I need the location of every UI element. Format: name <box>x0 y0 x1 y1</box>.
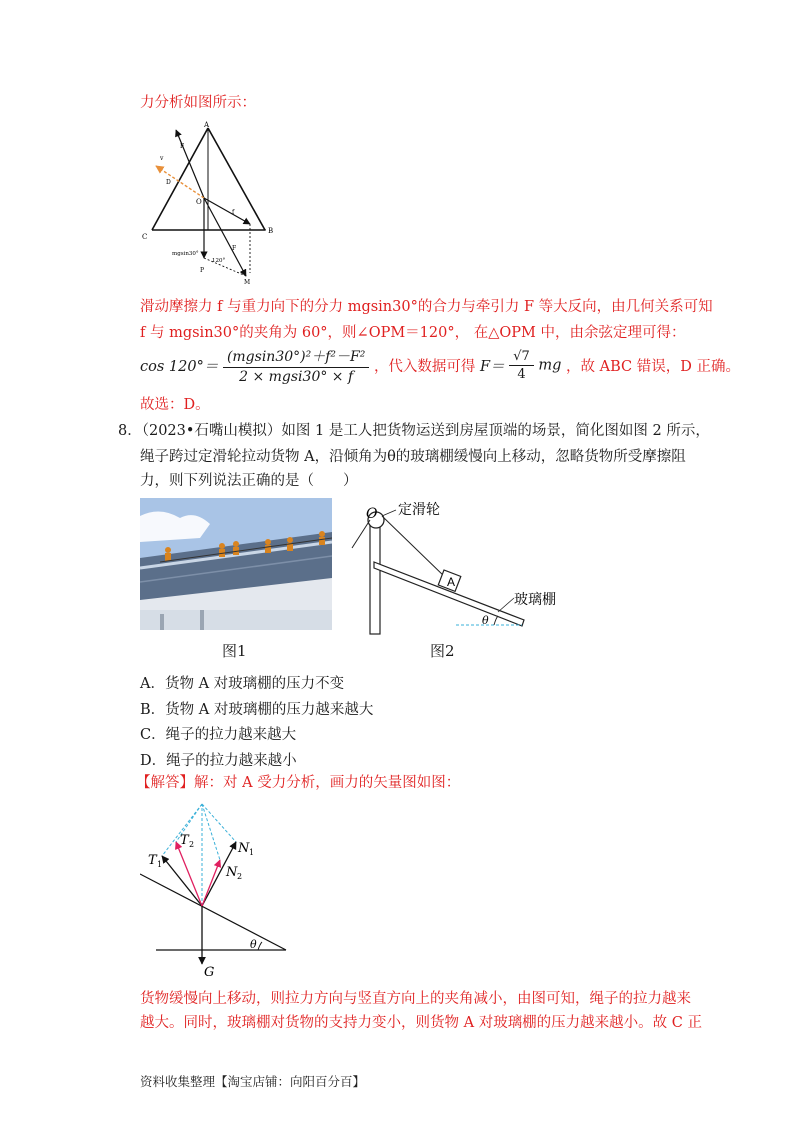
tension-t2-arrow <box>176 842 202 906</box>
question-line-2: 绳子跨过定滑轮拉动货物 A，沿倾角为θ的玻璃棚缓慢向上移动，忽略货物所受摩擦阻 <box>140 449 686 465</box>
label-v: v <box>160 155 164 162</box>
label-f-prime: F <box>232 245 237 252</box>
solution-tag: 【解答】 <box>136 775 194 791</box>
label-pulley: 定滑轮 <box>398 502 440 518</box>
option-a: A．货物 A 对玻璃棚的压力不变 <box>140 676 345 692</box>
formula-end: ，故 ABC 错误，D 正确。 <box>566 359 740 375</box>
label-n2-sub: 2 <box>237 872 243 881</box>
label-mgsin30: mgsin30° <box>172 251 199 257</box>
analysis-line-2: f 与 mgsin30°的夹角为 60°，则∠OPM＝120°， 在△OPM 中，由余弦定理可得： <box>140 325 686 341</box>
traction-force-f-arrow <box>176 130 204 198</box>
pulley-diagram <box>346 494 576 639</box>
answer-line: 故选：D。 <box>140 397 210 413</box>
label-n1: N <box>238 841 250 856</box>
label-angle-120: 120° <box>212 258 226 264</box>
formula-f: F＝ <box>480 359 505 375</box>
label-t1: T <box>148 853 157 868</box>
question-line-1: 8．（2023•石嘴山模拟）如图 1 是工人把货物运送到房屋顶端的场景，简化图如图 2 所示， <box>118 423 710 439</box>
label-theta-2: θ <box>250 938 257 951</box>
label-d: D <box>166 179 171 186</box>
formula-mg: mg <box>538 357 562 374</box>
label-theta: θ <box>482 614 489 627</box>
solution-para-1: 货物缓慢向上移动，则拉力方向与竖直方向上的夹角减小，由图可知，绳子的拉力越来 <box>140 991 691 1007</box>
label-t1-sub: 1 <box>157 860 163 869</box>
solution-para-2: 越大。同时，玻璃棚对货物的支持力变小，则货物 A 对玻璃棚的压力越来越小。故 C 正 <box>140 1015 702 1031</box>
label-g: G <box>204 965 215 980</box>
caption-figure-2: 图2 <box>430 642 455 660</box>
label-p: P <box>200 267 205 274</box>
label-o: O <box>196 198 202 206</box>
label-t2-sub: 2 <box>189 840 195 849</box>
formula-mid: ，代入数据可得 <box>373 359 476 375</box>
force-vector-diagram <box>140 794 300 984</box>
label-n1-sub: 1 <box>249 848 255 857</box>
caption-figure-1: 图1 <box>222 642 247 660</box>
solution-text: 解：对 A 受力分析，画力的矢量图如图： <box>194 775 461 791</box>
option-c: C．绳子的拉力越来越大 <box>140 727 297 743</box>
label-c: C <box>142 233 148 241</box>
question-line-3: 力，则下列说法正确的是（ ） <box>140 473 358 489</box>
label-glass-shed: 玻璃棚 <box>514 592 556 608</box>
solution-intro <box>136 772 460 794</box>
label-friction: f <box>232 209 235 216</box>
section-heading: 力分析如图所示： <box>140 95 256 111</box>
tension-t1-arrow <box>162 856 202 906</box>
label-a: A <box>204 121 210 129</box>
cosine-law-formula <box>140 346 740 390</box>
label-o: O <box>366 506 378 522</box>
label-block-a: A <box>447 575 456 589</box>
result-denominator: 4 <box>517 367 526 382</box>
analysis-line-1: 滑动摩擦力 f 与重力向下的分力 mgsin30°的合力与牵引力 F 等大反向，由几何关系可知 <box>140 299 713 315</box>
label-n2: N <box>226 865 238 880</box>
result-numerator: √7 <box>509 349 534 366</box>
label-b: B <box>268 227 274 235</box>
normal-n2-arrow <box>202 860 220 906</box>
formula-numerator: (mgsin30°)²＋f²－F² <box>223 346 369 368</box>
formula-fraction <box>223 346 369 385</box>
footer-source: 资料收集整理【淘宝店铺：向阳百分百】 <box>140 1074 366 1089</box>
force-analysis-figure <box>140 118 290 288</box>
worker-photo <box>140 498 332 630</box>
result-fraction <box>509 349 534 382</box>
formula-denominator: 2 × mgsi30° × f <box>239 369 354 385</box>
label-m: M <box>244 279 251 286</box>
label-t2: T <box>180 833 189 848</box>
label-f: F <box>180 143 185 150</box>
option-b: B．货物 A 对玻璃棚的压力越来越大 <box>140 702 374 718</box>
option-d: D．绳子的拉力越来越小 <box>140 753 297 769</box>
formula-lhs: cos 120°＝ <box>140 359 219 375</box>
